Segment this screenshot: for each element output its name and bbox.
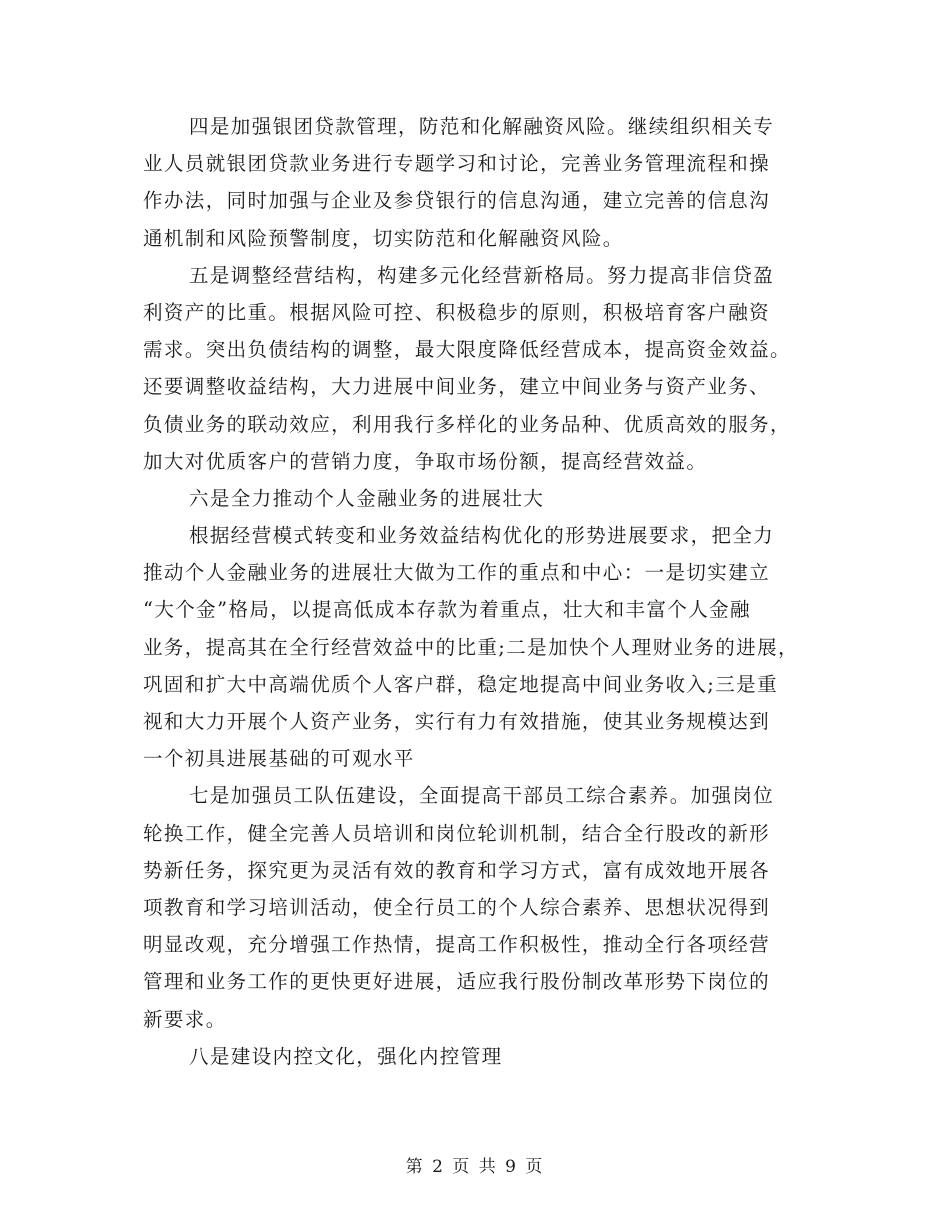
paragraph-line: 视和大力开展个人资产业务，实行有力有效措施，使其业务规模达到: [143, 710, 771, 733]
paragraph-line: 项教育和学习培训活动，使全行员工的个人综合素养、思想状况得到: [143, 895, 771, 919]
section-heading: 八是建设内控文化，强化内控管理: [189, 1044, 503, 1068]
body-text: [143, 108, 833, 1075]
paragraph-line: 五是调整经营结构，构建多元化经营新格局。努力提高非信贷盈: [189, 263, 775, 287]
paragraph-line: 作办法，同时加强与企业及参贷银行的信息沟通，建立完善的信息沟: [143, 189, 771, 213]
paragraph-line: 明显改观，充分增强工作热情，提高工作积极性，推动全行各项经营: [143, 933, 771, 957]
paragraph-line: 势新任务，探究更为灵活有效的教育和学习方式，富有成效地开展各: [143, 858, 771, 882]
paragraph-line: 加大对优质客户的营销力度，争取市场份额，提高经营效益。: [143, 449, 708, 473]
paragraph-line: 管理和业务工作的更快更好进展，适应我行股份制改革形势下岗位的: [143, 970, 771, 994]
paragraph-line: “大个金”格局，以提高低成本存款为着重点，壮大和丰富个人金融: [143, 598, 751, 622]
page-number: 第 2 页 共 9 页: [405, 1157, 545, 1177]
paragraph-line: 负债业务的联动效应，利用我行多样化的业务品种、优质高效的服务，: [143, 412, 791, 436]
paragraph-line: 利资产的比重。根据风险可控、积极稳步的原则，积极培育客户融资: [143, 300, 771, 324]
paragraph-line: 根据经营模式转变和业务效益结构优化的形势进展要求，把全力: [189, 524, 775, 548]
section-heading: 六是全力推动个人金融业务的进展壮大: [189, 486, 545, 510]
paragraph-line: 通机制和风险预警制度，切实防范和化解融资风险。: [143, 226, 624, 250]
paragraph-line: 一个初具进展基础的可观水平: [143, 747, 415, 771]
paragraph-line: 巩固和扩大中高端优质个人客户群，稳定地提高中间业务收入;三是重: [143, 672, 778, 696]
paragraph-line: 推动个人金融业务的进展壮大做为工作的重点和中心：一是切实建立: [143, 561, 771, 585]
page-footer: [0, 1152, 950, 1177]
paragraph-line: 四是加强银团贷款管理，防范和化解融资风险。继续组织相关专: [189, 115, 775, 138]
paragraph-line: 业务，提高其在全行经营效益中的比重;二是加快个人理财业务的进展，: [143, 635, 799, 659]
paragraph-line: 需求。突出负债结构的调整，最大限度降低经营成本，提高资金效益。: [143, 338, 791, 362]
paragraph-line: 七是加强员工队伍建设，全面提高干部员工综合素养。加强岗位: [189, 784, 775, 808]
paragraph-line: 新要求。: [143, 1007, 227, 1031]
paragraph-line: 轮换工作，健全完善人员培训和岗位轮训机制，结合全行股改的新形: [143, 821, 771, 845]
paragraph-line: 业人员就银团贷款业务进行专题学习和讨论，完善业务管理流程和操: [143, 152, 771, 176]
paragraph-line: 还要调整收益结构，大力进展中间业务，建立中间业务与资产业务、: [143, 375, 771, 399]
